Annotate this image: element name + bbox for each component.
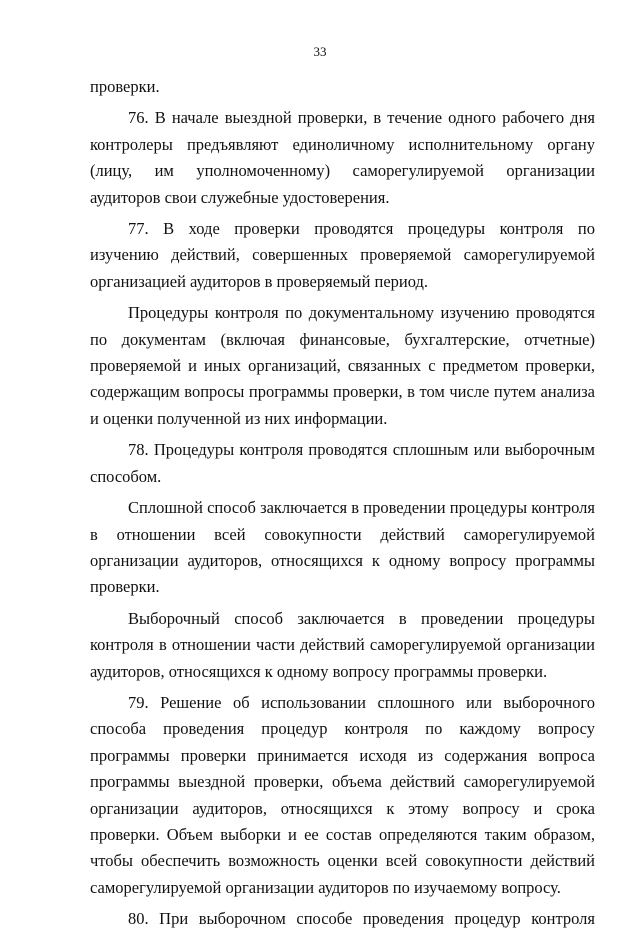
paragraph-76: 76. В начале выездной проверки, в течение одного рабочего дня контролеры предъявляют единоличному исполнительному органу (лицу, им уполномоченному) саморегулируемой организации аудиторов свои служебные удостоверения.	[90, 108, 595, 207]
paragraph-77: 77. В ходе проверки проводятся процедуры контроля по изучению действий, совершенных проверяемой саморегулируемой организацией аудиторов в проверяемый период.	[90, 219, 595, 291]
paragraph-77-documentary: Процедуры контроля по документальному изучению проводятся по документам (включая финансовые, бухгалтерские, отчетные) проверяемой и иных организаций, связанных с предметом проверки, содержащим вопросы программы проверки, в том числе путем анализа и оценки полученной из них информации.	[90, 303, 595, 428]
paragraph-continuation: проверки.	[90, 77, 160, 96]
paragraph-79: 79. Решение об использовании сплошного или выборочного способа проведения процедур контроля по каждому вопросу программы проверки принимается исходя из содержания вопроса программы выездной проверки, объема действий саморегулируемой организации аудиторов, относящихся к этому вопросу и срока проверки. Объем выборки и ее состав определяются таким образом, чтобы обеспечить возможность оценки всей совокупности действий саморегулируемой организации аудиторов по изучаемому вопросу.	[90, 692, 595, 897]
paragraph-80: 80. При выборочном способе проведения процедур контроля	[128, 909, 595, 929]
paragraph-78-continuous: Сплошной способ заключается в проведении процедуры контроля в отношении всей совокупности действий саморегулируемой организации аудиторов, относящихся к одному вопросу программы проверки.	[90, 498, 595, 597]
page-number: 33	[313, 44, 327, 59]
paragraph-78: 78. Процедуры контроля проводятся сплошным или выборочным способом.	[90, 440, 595, 486]
document-body	[90, 74, 595, 938]
paragraph-78-selective: Выборочный способ заключается в проведении процедуры контроля в отношении части действий саморегулируемой организации аудиторов, относящихся к одному вопросу программы проверки.	[90, 608, 595, 681]
